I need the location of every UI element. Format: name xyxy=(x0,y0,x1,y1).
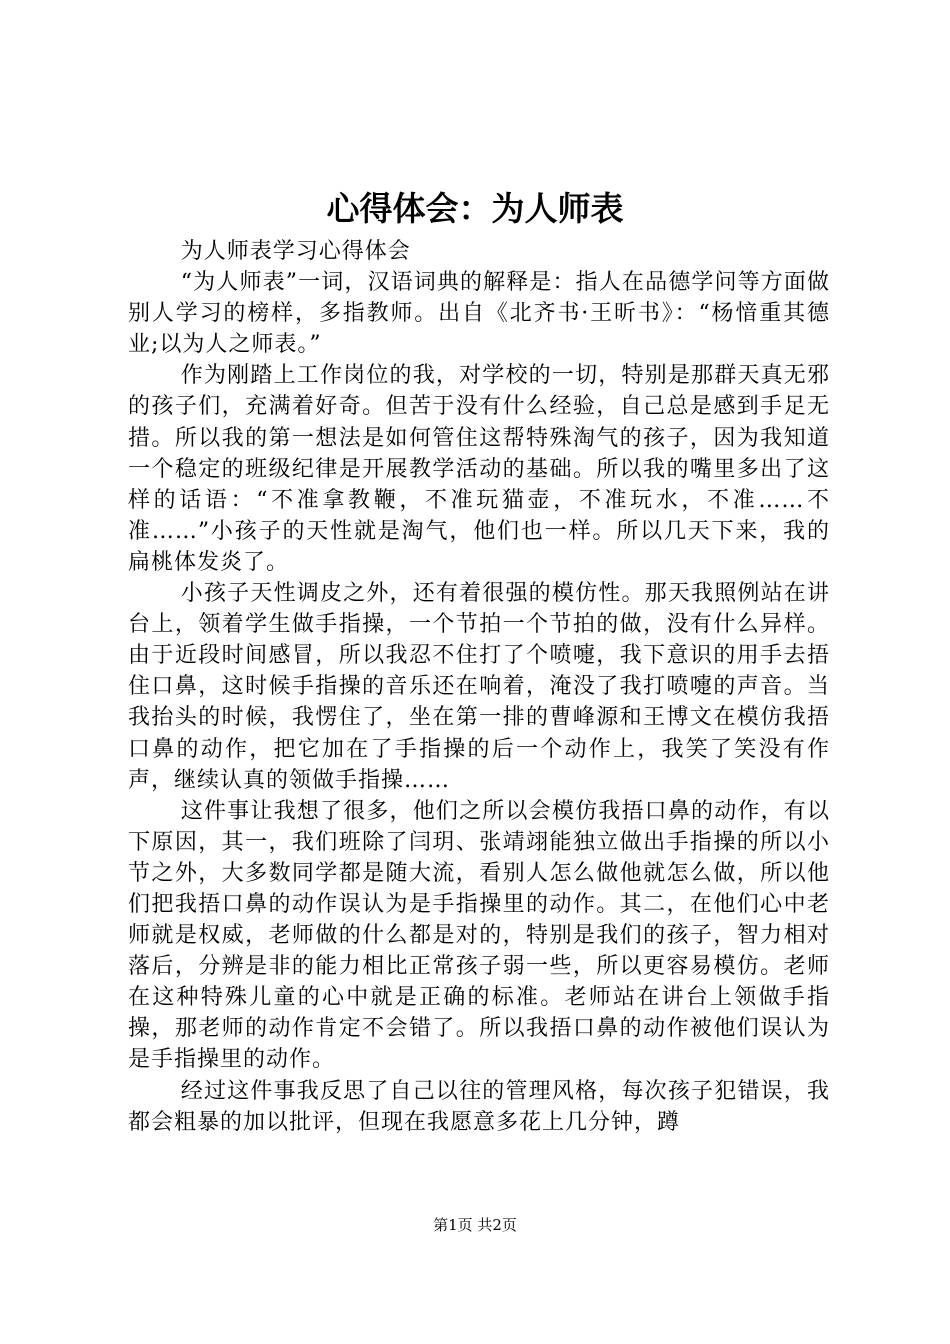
paragraph-reflection: 经过这件事我反思了自己以往的管理风格，每次孩子犯错误，我都会粗暴的加以批评，但现在我愿意多花上几分钟，蹲 xyxy=(128,1078,830,1135)
page-footer: 第1页 共2页 xyxy=(433,1216,517,1234)
document-body xyxy=(128,236,830,1138)
paragraph-first-job: 作为刚踏上工作岗位的我，对学校的一切，特别是那群天真无邪的孩子们，充满着好奇。但苦于没有什么经验，自己总是感到手足无措。所以我的第一想法是如何管住这帮特殊淘气的孩子，因为我知道一个稳定的班级纪律是开展教学活动的基础。所以我的嘴里多出了这样的话语：“不准拿教鞭，不准玩猫壶，不准玩水，不准……不准……”小孩子的天性就是淘气，他们也一样。所以几天下来，我的扁桃体发炎了。 xyxy=(128,363,830,575)
paragraph-subtitle: 为人师表学习心得体会 xyxy=(180,239,411,264)
document-title: 心得体会：为人师表 xyxy=(326,189,624,228)
paragraph-imitation: 小孩子天性调皮之外，还有着很强的模仿性。那天我照例站在讲台上，领着学生做手指操，一个节拍一个节拍的做，没有什么异样。由于近段时间感冒，所以我忍不住打了个喷嚏，我下意识的用手去捂住口鼻，这时候手指操的音乐还在响着，淹没了我打喷嚏的声音。当我抬头的时候，我愣住了，坐在第一排的曹峰源和王博文在模仿我捂口鼻的动作，把它加在了手指操的后一个动作上，我笑了笑没有作声，继续认真的领做手指操…… xyxy=(128,581,830,793)
paragraph-reasons: 这件事让我想了很多，他们之所以会模仿我捂口鼻的动作，有以下原因，其一，我们班除了闫玥、张靖翊能独立做出手指操的所以小节之外，大多数同学都是随大流，看别人怎么做他就怎么做，所以他们把我捂口鼻的动作误认为是手指操里的动作。其二，在他们心中老师就是权威，老师做的什么都是对的，特别是我们的孩子，智力相对落后，分辨是非的能力相比正常孩子弱一些，所以更容易模仿。老师在这种特殊儿童的心中就是正确的标准。老师站在讲台上领做手指操，那老师的动作肯定不会错了。所以我捂口鼻的动作被他们误认为是手指操里的动作。 xyxy=(128,798,830,1073)
paragraph-definition: “为人师表”一词，汉语词典的解释是：指人在品德学问等方面做别人学习的榜样，多指教师。出自《北齐书·王昕书》：“杨愔重其德业;以为人之师表。” xyxy=(128,270,830,358)
